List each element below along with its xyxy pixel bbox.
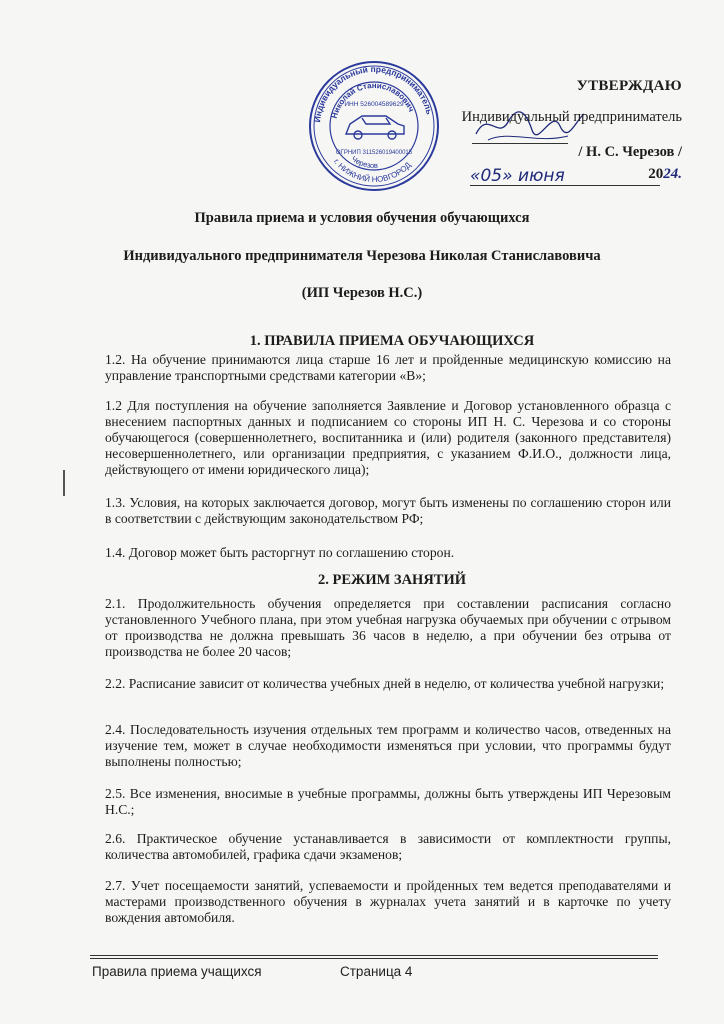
approval-block [382,78,682,161]
approval-heading: УТВЕРЖДАЮ [576,78,682,94]
stamp-inn: ИНН 526004589629 [344,101,404,108]
paragraph-1-4: 1.4. Договор может быть расторгнут по соглашению сторон. [105,545,455,560]
approval-signer: / Н. С. Черезов / [578,144,682,160]
paragraph-2-1: 2.1. Продолжительность обучения определяется при составлении расписания согласно установленного Учебного плана, при этом учебная нагрузка обучаемых при обучении с отрывом от производства не должна превышать 36 часов в неделю, а при обучении без отрыва от производства не более 20 часов; [105,596,671,659]
document-title-line-1: Правила приема и условия обучения обучающихся [194,210,530,226]
paragraph-2-6: 2.6. Практическое обучение устанавливается в зависимости от комплектности группы, количества автомобилей, графика сдачи экзаменов; [105,831,671,862]
footer-rule-bottom [90,958,658,959]
approval-date-year: 2024. [648,166,682,182]
approval-date [470,166,682,184]
stamp-surname-text: Черезов [349,154,379,171]
paragraph-2-4: 2.4. Последовательность изучения отдельных тем программ и количество часов, отведенных на изучение тем, может в случае необходимости изменяться при условии, что программы будут выполнены полностью; [105,722,671,769]
section-2-heading: 2. РЕЖИМ ЗАНЯТИЙ [317,572,467,588]
signature-line [472,143,568,144]
stamp-outer-text: Индивидуальный предприниматель [312,63,435,123]
date-underline [470,185,660,186]
section-1-heading: 1. ПРАВИЛА ПРИЕМА ОБУЧАЮЩИХСЯ [249,333,535,349]
paragraph-2-2: 2.2. Расписание зависит от количества учебных дней в неделю, от количества учебной нагрузки; [105,676,665,691]
paragraph-2-7: 2.7. Учет посещаемости занятий, успеваемости и пройденных тем ведется преподавателями и мастерами производственного обучения в журналах учета занятий и в карточке по учету вождения автомобиля. [105,878,671,925]
margin-mark [63,470,65,496]
document-title-line-3: (ИП Черезов Н.С.) [301,285,423,301]
paragraph-2-5: 2.5. Все изменения, вносимые в учебные программы, должны быть утверждены ИП Черезовым Н.С.; [105,786,671,817]
footer-rule-top [90,955,658,956]
footer-title: Правила приема учащихся [92,964,262,979]
paragraph-1-2b: 1.2 Для поступления на обучение заполняется Заявление и Договор установленного образца с внесением паспортных данных и подписанием со стороны ИП Н. С. Черезова и со стороны обучающегося (совершеннолетнего, воспитанника и (или) родителя (законного представителя) несовершеннолетнего, или организации предприятия, с указанием Ф.И.О., должности лица, действующего от имени юридического лица); [105,398,671,477]
document-title-line-2: Индивидуального предпринимателя Черезова Николая Станиславовича [123,248,601,264]
stamp-name-text: Николай Станиславович [329,80,416,120]
paragraph-1-2a: 1.2. На обучение принимаются лица старше 16 лет и пройденные медицинскую комиссию на управление транспортными средствами категории «В»; [105,352,671,383]
approval-role: Индивидуальный предприниматель [461,109,682,125]
stamp-city-text: г. НИЖНИЙ НОВГОРОД [331,157,413,185]
footer-page-number: Страница 4 [340,964,413,979]
paragraph-1-3: 1.3. Условия, на которых заключается договор, могут быть изменены по соглашению сторон или в соответствии с действующим законодательством РФ; [105,495,671,526]
approval-date-day: «05» июня [470,166,565,186]
stamp-ogrnip: ОГРНИП 311526019400015 [335,150,413,156]
